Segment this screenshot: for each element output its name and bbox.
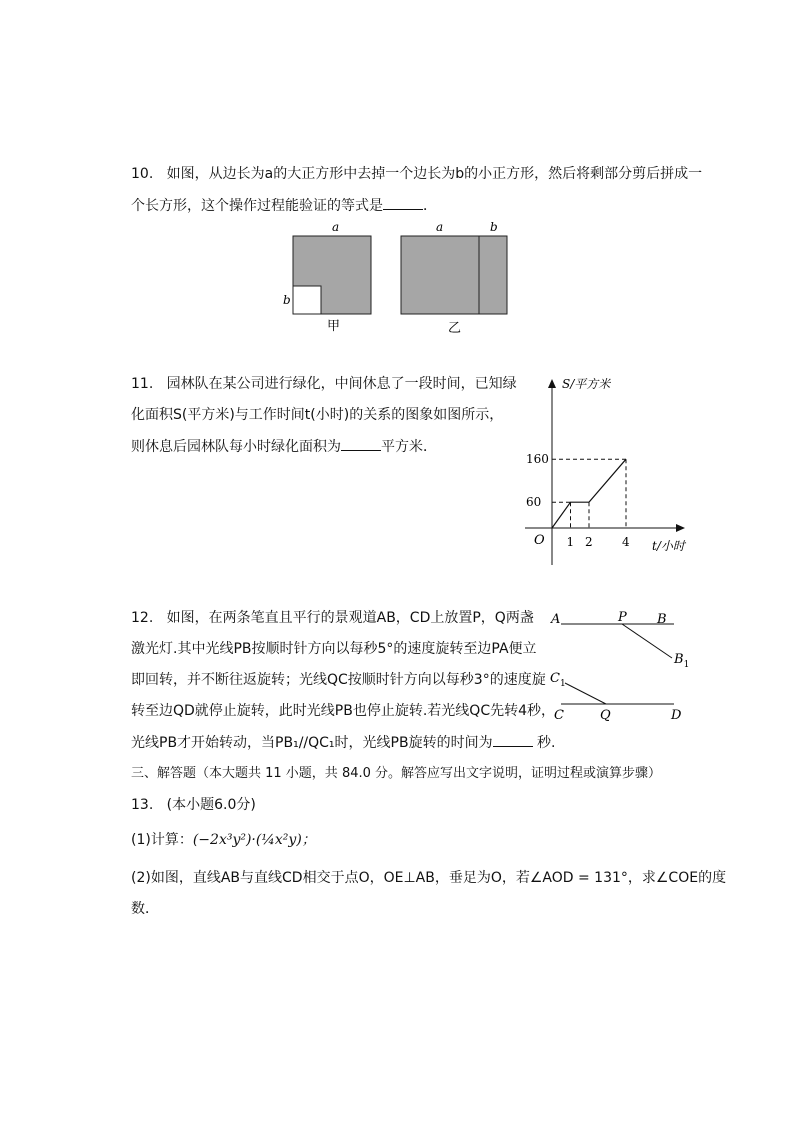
label-B1: $B_1$ [674, 652, 690, 670]
q13-points: (本小题6.0分) [166, 797, 256, 813]
q11-number: 11. [131, 376, 154, 392]
ray-QC1 [565, 683, 606, 704]
label-D: D [671, 708, 682, 723]
q12-figure [540, 600, 710, 730]
fig-yi-left-rect [401, 236, 479, 314]
ray-PB1 [622, 624, 672, 658]
y-axis-label: S/平方米 [562, 377, 611, 391]
q12-line2 [131, 639, 537, 659]
q13-number: 13. [131, 797, 154, 813]
fig-yi-right-rect [479, 236, 507, 314]
q12-text-line2: 激光灯.其中光线PB按顺时针方向以每秒5°的速度旋转至边PA便立 [131, 641, 537, 657]
q13-part1-label: (1)计算： [131, 832, 193, 848]
q13-part2-line1: (2)如图，直线AB与直线CD相交于点O，OE⊥AB，垂足为O，若∠AOD = 131°，求∠COE的度 [131, 870, 727, 886]
fig-jia-caption: 甲 [327, 319, 341, 334]
y-tick-label: 60 [526, 495, 542, 510]
q12-number: 12. [131, 610, 154, 626]
q10-text-line2: 个长方形，这个操作过程能验证的等式是 [131, 198, 383, 214]
q10-text-line1: 如图，从边长为a的大正方形中去掉一个边长为b的小正方形，然后将剩部分剪后拼成一 [166, 166, 703, 182]
q12-text-line5: 光线PB才开始转动，当PB₁//QC₁时，光线PB旋转的时间为 [131, 735, 493, 751]
label-Q: Q [600, 708, 611, 723]
fig-jia-small-square [293, 286, 321, 314]
label-P: P [618, 610, 627, 625]
q12-line4 [131, 701, 555, 721]
q13-part2-line2: 数． [131, 901, 159, 917]
x-tick-label: 4 [622, 535, 630, 549]
q11-answer-blank [341, 436, 381, 451]
fig-jia-a-label: a [332, 220, 340, 234]
x-tick-label: 2 [585, 535, 593, 549]
fig-jia-b-label: b [283, 293, 291, 307]
q12-text-line1: 如图，在两条笔直且平行的景观道AB，CD上放置P，Q两盏 [166, 610, 534, 626]
x-tick-label: 1 [566, 535, 575, 549]
q11-text-line1: 园林队在某公司进行绿化，中间休息了一段时间，已知绿 [166, 376, 517, 392]
q12-answer-blank [493, 732, 533, 747]
q12-line3 [131, 670, 546, 690]
q10-text-line2-end: ． [423, 198, 437, 214]
q12-text-line3: 即回转，并不断往返旋转；光线QC按顺时针方向以每秒3°的速度旋 [131, 672, 546, 688]
q11-text-line3: 则休息后园林队每小时绿化面积为 [131, 439, 341, 455]
q12-line1 [131, 608, 534, 628]
q13-part1 [131, 830, 316, 850]
q11-line3 [131, 436, 437, 457]
q11-text-line3-end: 平方米． [381, 439, 437, 455]
q12-text-line5-end: 秒. [537, 735, 556, 751]
label-B: B [657, 612, 667, 627]
q13-head [131, 795, 256, 815]
fig-yi-b-label: b [490, 220, 498, 234]
label-C1: $C_1$ [550, 671, 566, 689]
q11-line1 [131, 374, 517, 394]
q12-text-line4: 转至边QD就停止旋转，此时光线PB也停止旋转.若光线QC先转4秒， [131, 703, 555, 719]
q10-number: 10. [131, 166, 154, 182]
q13-part1-expression: (−2x³y²)·(¼x²y)； [192, 832, 316, 848]
q12-line5 [131, 732, 556, 753]
q11-text-line2: 化面积S(平方米)与工作时间t(小时)的关系的图象如图所示， [131, 407, 504, 423]
label-A: A [551, 612, 561, 627]
fig-yi-caption: 乙 [448, 321, 462, 336]
fig-yi-a-label: a [436, 220, 444, 234]
origin-label: O [534, 533, 545, 548]
section3-heading: 三、解答题（本大题共 11 小题，共 84.0 分。解答应写出文字说明，证明过程或演算步骤） [131, 766, 662, 781]
q11-line2 [131, 405, 503, 425]
q11-graph [500, 370, 710, 575]
y-tick-label: 160 [526, 452, 549, 467]
label-C: C [554, 708, 564, 723]
x-axis-label: t/小时 [652, 539, 685, 553]
